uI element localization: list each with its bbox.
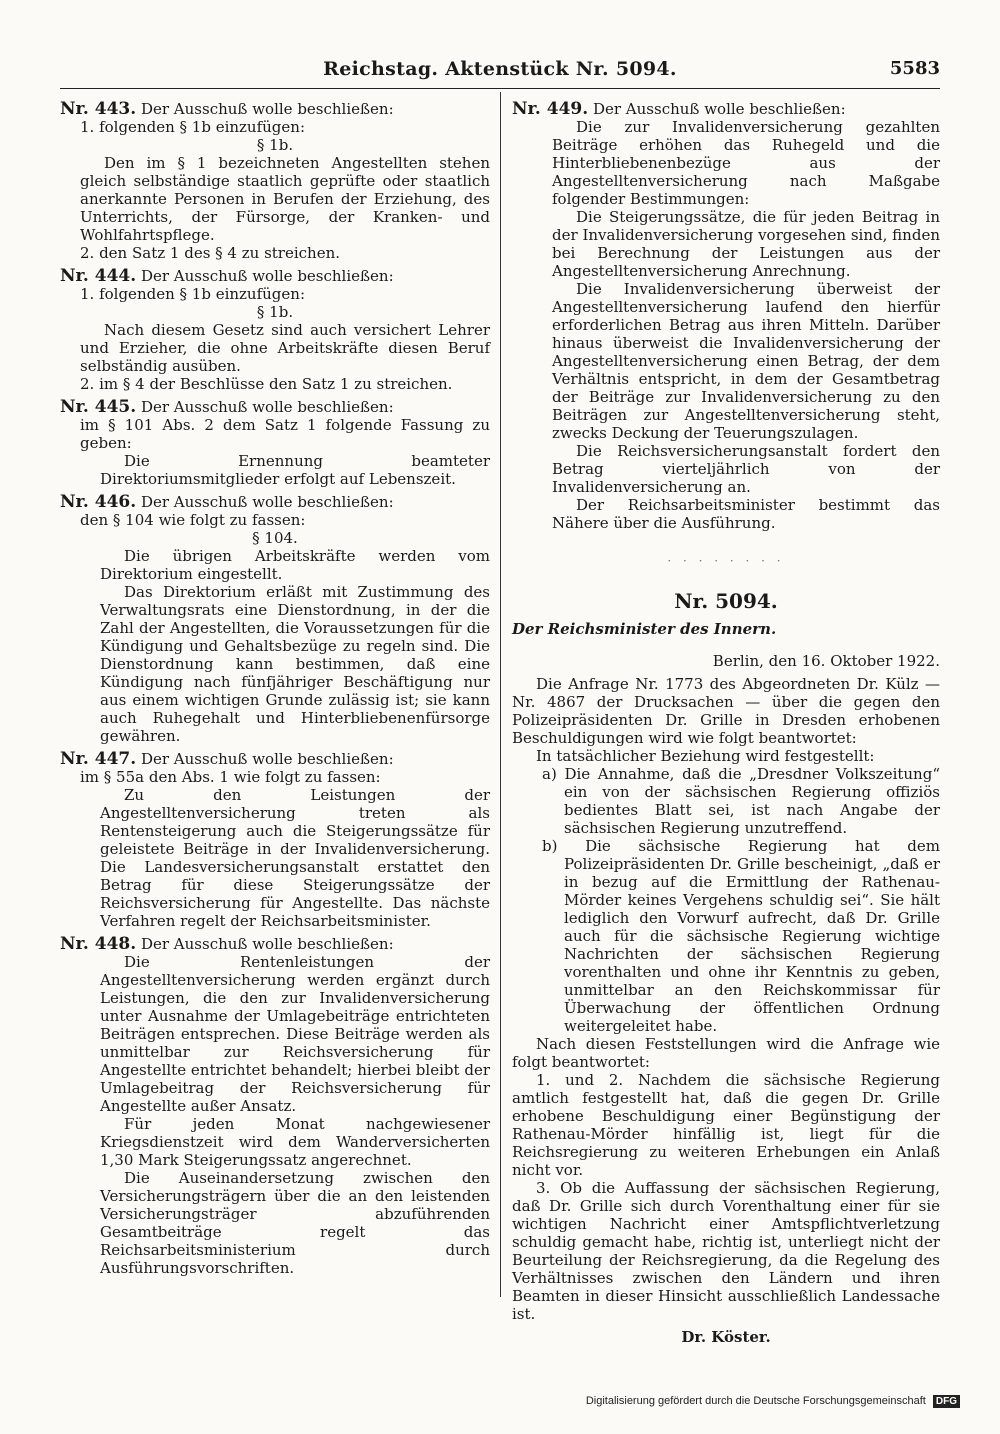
entry-text: Die Steigerungssätze, die für jeden Beitrag in der Invalidenversicherung vorgesehen sind, finden bei Berechnung der Leistungen aus der Angestelltenversicherung Anrechnung. [552,208,940,280]
entry-text: Die Reichsversicherungsanstalt fordert den Betrag vierteljährlich von der Invalidenversicherung an. [552,442,940,496]
signature: Dr. Köster. [681,1328,771,1346]
footer-text: Digitalisierung gefördert durch die Deutsche Forschungsgemeinschaft [585,1395,926,1407]
section-heading: § 1b. [256,136,294,154]
running-title: Reichstag. Aktenstück Nr. 5094. [323,58,677,80]
header-rule [60,88,940,89]
page-header [60,58,940,86]
entry-number: Nr. 443. [60,99,137,119]
entry-command: Der Ausschuß wolle beschließen: [592,100,846,118]
section-heading: § 104. [252,529,298,547]
entry-448 [60,935,490,1277]
document-number: Nr. 5094. [674,589,778,613]
finding-b: b) Die sächsische Regierung hat dem Polizeipräsidenten Dr. Grille bescheinigt, „daß er in bezug auf die Ermittlung der Rathenau-Mörder keines Vergehens schuldig sei“. Sie hält lediglich den Vorwurf aufrecht, daß Dr. Grille auch für die sächsische Regierung wichtige Nachrichten der sächsischen Regierung vorenthalten und ohne ihr Kenntnis zu geben, unmittelbar an den Reichskommissar für Überwachung der öffentlichen Ordnung weitergeleitet habe. [542,837,940,1035]
entry-command: Der Ausschuß wolle beschließen: [140,100,394,118]
page-number: 5583 [889,58,940,79]
entry-item: 2. den Satz 1 des § 4 zu streichen. [80,244,341,262]
section-separator: · · · · · · · · [667,554,785,568]
entry-443 [60,100,490,262]
entry-444 [60,267,490,393]
dfg-logo: DFG [933,1395,960,1408]
entry-item: 2. im § 4 der Beschlüsse den Satz 1 zu streichen. [80,375,453,393]
entry-item: im § 55a den Abs. 1 wie folgt zu fassen: [80,768,381,786]
entry-number: Nr. 449. [512,99,589,119]
entry-text: Nach diesem Gesetz sind auch versichert Lehrer und Erzieher, die ohne Arbeitskräfte diesen Beruf selbständig ausüben. [80,321,490,375]
entry-command: Der Ausschuß wolle beschließen: [140,267,394,285]
entry-446 [60,493,490,745]
entry-item: 1. folgenden § 1b einzufügen: [80,118,305,136]
entry-text: Für jeden Monat nachgewiesener Kriegsdienstzeit wird dem Wanderversicherten 1,30 Mark Steigerungssatz angerechnet. [100,1115,490,1169]
entry-445 [60,398,490,488]
document-5094 [512,589,940,1346]
entry-text: Die übrigen Arbeitskräfte werden vom Direktorium eingestellt. [100,547,490,583]
answer-3: 3. Ob die Auffassung der sächsischen Regierung, daß Dr. Grille sich durch Vorenthaltung einer für sie wichtigen Nachricht einer Amtspflichtverletzung schuldig gemacht habe, richtig ist, unterliegt nicht der Beurteilung der Reichsregierung, da die Regelung des Verhältnisses zwischen den Ländern und ihren Beamten in dieser Hinsicht ausschließlich Landessache ist. [512,1179,940,1323]
entry-item: den § 104 wie folgt zu fassen: [80,511,306,529]
entry-command: Der Ausschuß wolle beschließen: [140,750,394,768]
entry-item: 1. folgenden § 1b einzufügen: [80,285,305,303]
entry-number: Nr. 447. [60,749,137,769]
document-sender: Der Reichsminister des Innern. [512,620,777,638]
document-date: Berlin, den 16. Oktober 1922. [712,652,940,670]
entry-447 [60,750,490,930]
finding-a: a) Die Annahme, daß die „Dresdner Volkszeitung“ ein von der sächsischen Regierung offiziös bedientes Blatt sei, ist nach Angabe der sächsischen Regierung unzutreffend. [542,765,940,837]
right-column [512,100,940,1346]
entry-text: Der Reichsarbeitsminister bestimmt das Nähere über die Ausführung. [552,496,940,532]
document-lead: In tatsächlicher Beziehung wird festgestellt: [536,747,875,765]
entry-text: Die zur Invalidenversicherung gezahlten Beiträge erhöhen das Ruhegeld und die Hinterbliebenenbezüge aus der Angestelltenversicherung nach Maßgabe folgender Bestimmungen: [552,118,940,208]
entry-text: Die Rentenleistungen der Angestelltenversicherung werden ergänzt durch Leistungen, die den zur Invalidenversicherung unter Ausnahme der Umlagebeiträge entrichteten Beiträgen entsprechen. Diese Beiträge werden als unmittelbar zur Reichsversicherung für Angestellte entrichtet behandelt; hierbei bleibt der Umlagebeitrag der Reichsversicherung für Angestellte außer Ansatz. [100,953,490,1115]
entry-text: Die Invalidenversicherung überweist der Angestelltenversicherung laufend den hierfür erforderlichen Betrag aus ihren Mitteln. Darüber hinaus überweist die Invalidenversicherung der Angestelltenversicherung einen Betrag, der dem Verhältnis entspricht, in dem der Gesamtbetrag der Beiträge zur Invalidenversicherung zu den Beiträgen zur Angestelltenversicherung steht, zwecks Deckung der Teuerungszulagen. [552,280,940,442]
entry-number: Nr. 445. [60,397,137,417]
entry-text: Das Direktorium erläßt mit Zustimmung des Verwaltungsrats eine Dienstordnung, in der die Zahl der Angestellten, die Voraussetzungen für die Kündigung und Gehaltsbezüge zu regeln sind. Die Dienstordnung kann bestimmen, daß eine Kündigung nach fünfjähriger Beschäftigung nur aus einem wichtigen Grunde zulässig ist; sie kann auch Ruhegehalt und Hinterbliebenenfürsorge gewähren. [100,583,490,745]
entry-text: Zu den Leistungen der Angestelltenversicherung treten als Rentensteigerung auch die Steigerungssätze für geleistete Beiträge in der Invalidenversicherung. Die Landesversicherungsanstalt erstattet den Betrag für diese Steigerungssätze der Reichsversicherung für Angestellte. Das nächste Verfahren regelt der Reichsarbeitsminister. [100,786,490,930]
entry-command: Der Ausschuß wolle beschließen: [140,493,394,511]
document-transition: Nach diesen Feststellungen wird die Anfrage wie folgt beantwortet: [512,1035,940,1071]
entry-text: Die Auseinandersetzung zwischen den Versicherungsträgern über die an den leistenden Versicherungsträger abzuführenden Gesamtbeiträge regelt das Reichsarbeitsministerium durch Ausführungsvorschriften. [100,1169,490,1277]
entry-text: Den im § 1 bezeichneten Angestellten stehen gleich selbständige staatlich geprüfte oder staatlich anerkannte Personen in Berufen der Erziehung, des Unterrichts, der Fürsorge, der Kranken- und Wohlfahrtspflege. [80,154,490,244]
entry-command: Der Ausschuß wolle beschließen: [140,398,394,416]
entry-449 [512,100,940,532]
entry-number: Nr. 446. [60,492,137,512]
left-column [60,100,490,1277]
document-intro: Die Anfrage Nr. 1773 des Abgeordneten Dr. Külz — Nr. 4867 der Drucksachen — über die gegen den Polizeipräsidenten Dr. Grille in Dresden erhobenen Beschuldigungen wird wie folgt beantwortet: [512,675,940,747]
digitization-footer [586,1395,960,1408]
entry-text: Die Ernennung beamteter Direktoriumsmitglieder erfolgt auf Lebenszeit. [100,452,490,488]
entry-item: im § 101 Abs. 2 dem Satz 1 folgende Fassung zu geben: [80,416,490,452]
answer-1-2: 1. und 2. Nachdem die sächsische Regierung amtlich festgestellt hat, daß die gegen Dr. Grille erhobene Beschuldigung einer Begünstigung der Rathenau-Mörder hinfällig ist, liegt für die Reichsregierung zu weiteren Erhebungen ein Anlaß nicht vor. [512,1071,940,1179]
entry-number: Nr. 444. [60,266,137,286]
section-heading: § 1b. [256,303,294,321]
entry-number: Nr. 448. [60,934,137,954]
column-divider [500,92,501,1297]
entry-command: Der Ausschuß wolle beschließen: [140,935,394,953]
